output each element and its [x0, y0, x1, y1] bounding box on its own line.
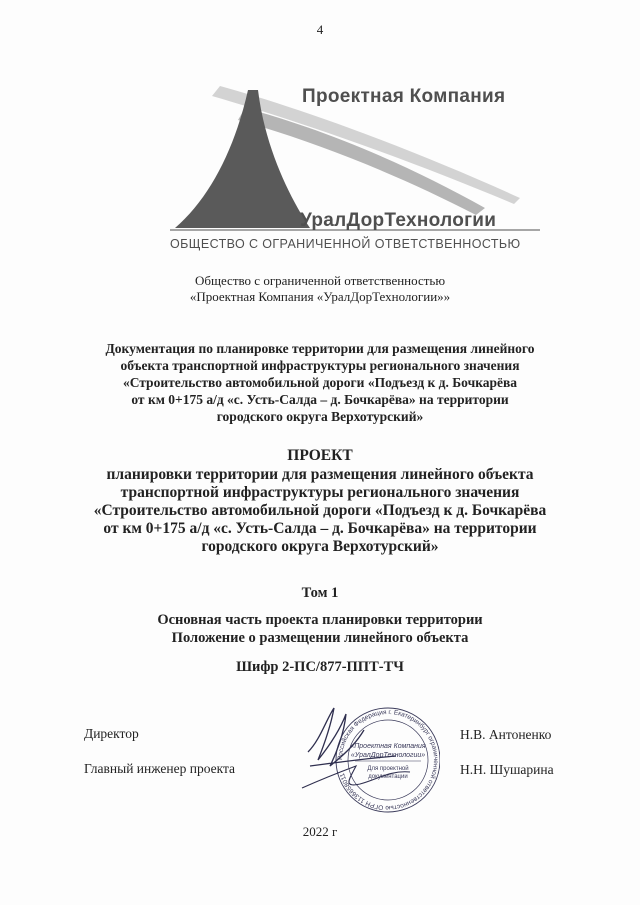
- document-title-line: «Строительство автомобильной дороги «Подъезд к д. Бочкарёва: [122, 375, 518, 390]
- year: 2022 г: [302, 824, 338, 839]
- company-stamp: [300, 700, 440, 820]
- project-heading: ПРОЕКТ: [287, 447, 353, 464]
- volume-parts: [0, 611, 640, 647]
- project-line: планировки территории для размещения линейного объекта: [106, 466, 534, 483]
- document-title-line: Документация по планировке территории для размещения линейного: [105, 341, 535, 356]
- company-name: [0, 273, 640, 305]
- page-number: 4: [316, 22, 324, 37]
- director-name: Н.В. Антоненко: [460, 727, 552, 742]
- logo-title-bottom: УралДорТехнологии: [300, 210, 497, 231]
- stamp-line: документации: [368, 774, 408, 780]
- document-title-line: городского округа Верхотурский»: [216, 409, 424, 424]
- company-logo: [150, 78, 550, 260]
- stamp-line: Для проектной: [367, 766, 409, 772]
- stamp-line: «Проектная Компания: [350, 743, 426, 750]
- project-description: [0, 466, 640, 556]
- part-line: Положение о размещении линейного объекта: [171, 630, 469, 646]
- stamp-line: «УралДорТехнологии»: [350, 752, 426, 759]
- document-title-line: от км 0+175 а/д «с. Усть-Салда – д. Бочкарёва» на территории: [131, 392, 509, 407]
- part-line: Основная часть проекта планировки территории: [157, 612, 483, 628]
- document-title-line: объекта транспортной инфраструктуры регионального значения: [120, 358, 520, 373]
- company-line: «Проектная Компания «УралДорТехнологии»»: [189, 289, 451, 304]
- chief-engineer-name: Н.Н. Шушарина: [460, 762, 554, 777]
- director-role: Директор: [84, 726, 139, 741]
- logo-title-top: Проектная Компания: [302, 86, 506, 107]
- volume-label: Том 1: [301, 585, 339, 601]
- project-line: транспортной инфраструктуры регионального значения: [120, 484, 520, 501]
- stamp-ring-text: Российская Федерация г. Екатеринбург ограниченной ответственностью ОГРН 1136658011: [336, 708, 440, 812]
- project-line: от км 0+175 а/д «с. Усть-Салда – д. Бочкарёва» на территории: [103, 520, 537, 537]
- document-title: [0, 340, 640, 425]
- chief-engineer-role: Главный инженер проекта: [84, 761, 236, 776]
- logo-legal-form: ОБЩЕСТВО С ОГРАНИЧЕННОЙ ОТВЕТСТВЕННОСТЬЮ: [170, 237, 521, 251]
- company-line: Общество с ограниченной ответственностью: [194, 273, 446, 288]
- stamp-outer-ring: [336, 708, 440, 812]
- project-line: городского округа Верхотурский»: [201, 538, 439, 555]
- cipher: Шифр 2-ПС/877-ППТ-ТЧ: [236, 659, 404, 675]
- project-line: «Строительство автомобильной дороги «Подъезд к д. Бочкарёва: [93, 502, 547, 519]
